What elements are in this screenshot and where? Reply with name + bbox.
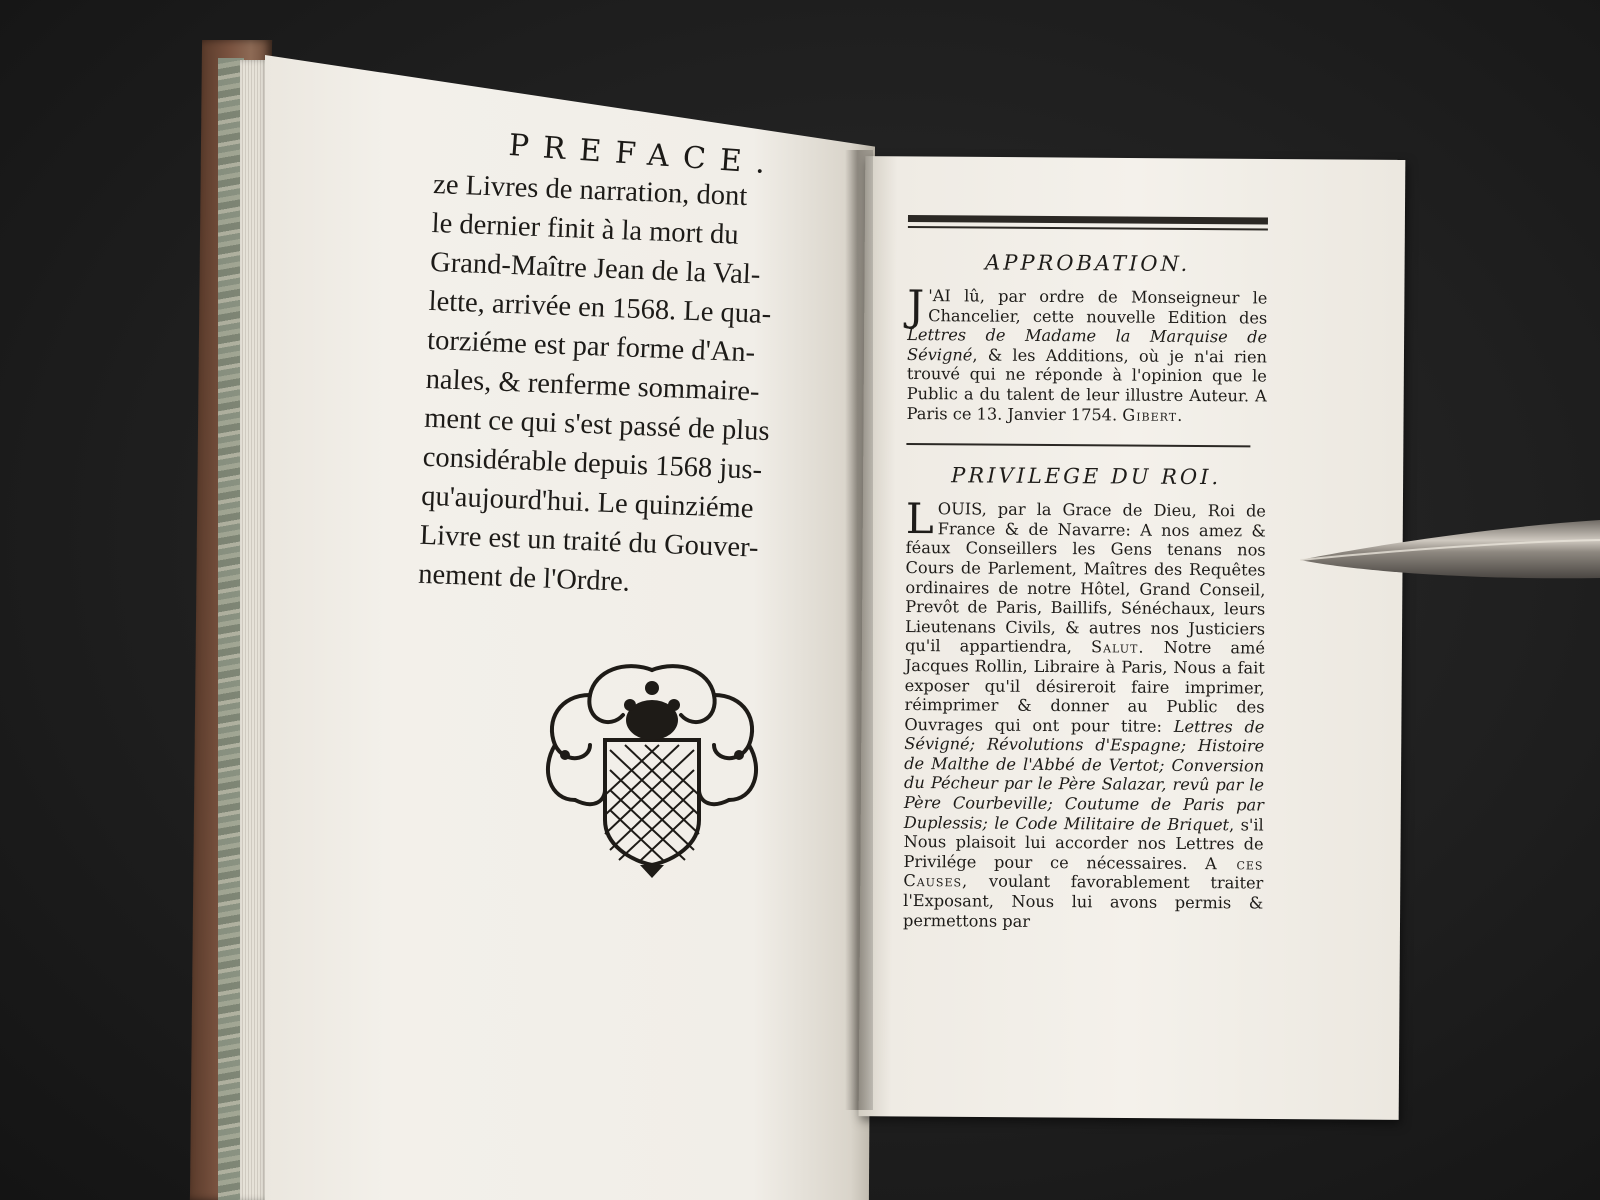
text-line: Grand-Maître Jean de la Val- (429, 246, 761, 291)
letter-opener (1300, 520, 1600, 620)
approbation-title-italic: Lettres de Madame la Marquise de Sévigné (906, 325, 1268, 365)
book-gutter (845, 150, 873, 1110)
ornament-vignette (535, 650, 770, 880)
text-line: ment ce qui s'est passé de plus (423, 402, 771, 448)
privilege-a-ces-causes: A ces Causes, (903, 853, 1264, 891)
privilege-text: Notre amé Jacques Rollin, Libraire à Paris, Nous a fait exposer qu'il désireroit faire imprimer, réimprimer & donner au Public des Ouvrages qui ont pour titre: (904, 637, 1266, 736)
privilege-text: voulant favorablement traiter l'Exposant, Nous lui avons permis & permettons par (903, 871, 1264, 931)
approbation-title: APPROBATION. (985, 250, 1191, 276)
privilege-text: OUIS, par la Grace de Dieu, Roi de France & de Navarre: A nos amez & féaux Conseillers les Gens tenans nos Cours de Parlement, Maîtres des Requêtes ordinaires de notre Hôtel, Grand Conseil, Prevôt de Paris, Baillifs, Sénéchaux, leurs Lieutenans Civils, & autres nos Justiciers qu'il appartiendra, (904, 499, 1267, 657)
drop-cap: L (905, 494, 934, 544)
text-line: nement de l'Ordre. (417, 558, 631, 598)
text-line: torziéme est par forme d'An- (426, 324, 756, 369)
running-head: PREFACE. (507, 128, 781, 182)
privilege-works-italic: Lettres de Sévigné; Révolutions d'Espagne; Histoire de Malthe de l'Abbé de Vertot; Conversion du Pécheur par le Père Salazar, revû par le Père Courbeville; Coutume de Paris par Duplessis; le Code Militaire de Briquet (903, 716, 1265, 834)
approbation-body (906, 280, 1268, 426)
privilege-title: PRIVILEGE DU ROI. (951, 463, 1222, 490)
approbation-text: 'AI lû, par ordre de Monseigneur le Chancelier, cette nouvelle Edition des (928, 286, 1268, 328)
approbation-signature: Gibert. (1122, 405, 1184, 425)
text-line: le dernier finit à la mort du (431, 207, 740, 251)
approbation-text: , & les Additions, où je n'ai rien trouvé qui ne réponde à l'opinion que le Public a du talent de leur illustre Auteur. A Paris ce 13. Janvier 1754. (906, 345, 1268, 425)
privilege-salut: Salut. (1090, 637, 1145, 657)
text-line: lette, arrivée en 1568. Le qua- (428, 285, 772, 331)
text-line: ze Livres de narration, dont (432, 168, 748, 213)
text-line: nales, & renferme sommaire- (425, 363, 761, 408)
text-line: considérable depuis 1568 jus- (422, 441, 763, 486)
text-line: Livre est un traité du Gouver- (419, 519, 760, 564)
right-page-text (903, 215, 1268, 933)
text-line: qu'aujourd'hui. Le quinziéme (420, 480, 755, 525)
privilege-text: , s'il Nous plaisoit lui accorder nos Lettres de Privilége pour ce nécessaires. (903, 814, 1264, 873)
privilege-body (903, 494, 1267, 933)
preface-text (418, 165, 834, 609)
page-edges (240, 60, 268, 1200)
ornamental-rule (908, 215, 1268, 225)
divider-rule (906, 443, 1250, 447)
ornamental-rule-thin (908, 226, 1268, 231)
drop-cap: J (907, 280, 925, 331)
